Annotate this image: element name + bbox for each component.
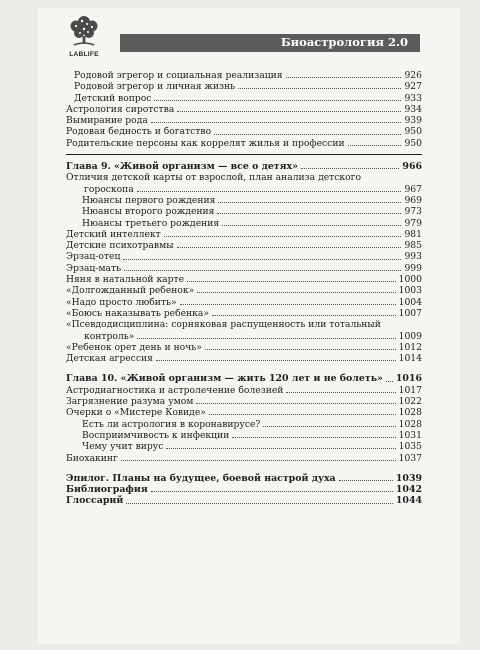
- dot-leader: [154, 100, 401, 101]
- dot-leader: [124, 270, 401, 271]
- dot-leader: [232, 437, 395, 438]
- dot-leader: [339, 480, 393, 481]
- running-header: [120, 34, 420, 52]
- toc-entry-title: Родовая бедность и богатство: [66, 126, 212, 138]
- toc-chapter-entry: [66, 495, 422, 506]
- toc-page-number: 979: [404, 217, 422, 229]
- toc-entry-title: Очерки о «Мистере Ковиде»: [66, 407, 206, 419]
- table-of-contents: [66, 70, 422, 507]
- toc-entry: [66, 251, 422, 262]
- toc-entry-title: гороскопа: [84, 183, 134, 195]
- toc-entry-title: Есть ли астрология в коронавирусе?: [82, 418, 261, 430]
- toc-page-number: 1014: [398, 353, 422, 365]
- toc-entry: [66, 263, 422, 274]
- toc-page-number: 966: [402, 161, 422, 173]
- dot-leader: [196, 403, 395, 404]
- logo-text: LABLIFE: [69, 51, 99, 58]
- toc-page-number: 950: [404, 137, 422, 149]
- dot-leader: [177, 111, 401, 112]
- tree-icon: [64, 10, 104, 50]
- dot-leader: [286, 392, 395, 393]
- dot-leader: [218, 202, 401, 203]
- dot-leader: [126, 503, 393, 504]
- toc-entry-title: Эрзац-отец: [66, 251, 121, 263]
- dot-leader: [386, 381, 393, 382]
- toc-entry: [66, 441, 422, 452]
- toc-page-number: 969: [404, 194, 422, 206]
- toc-entry-title: «Боюсь наказывать ребенка»: [66, 307, 210, 319]
- dot-leader: [301, 168, 399, 169]
- toc-entry-title: Восприимчивость к инфекции: [82, 429, 230, 441]
- toc-entry: [66, 206, 422, 217]
- toc-page-number: 1042: [395, 484, 422, 496]
- dot-leader: [209, 414, 396, 415]
- dot-leader: [151, 491, 393, 492]
- toc-page-number: 993: [404, 251, 422, 263]
- dot-leader: [156, 360, 396, 361]
- toc-entry: [66, 218, 422, 229]
- toc-chapter-entry: [66, 484, 422, 495]
- toc-entry-title: Биохакинг: [66, 452, 118, 464]
- toc-entry: [66, 138, 422, 149]
- dot-leader: [222, 225, 401, 226]
- dot-leader: [166, 448, 395, 449]
- toc-entry: [66, 396, 422, 407]
- toc-entry-title: Нюансы первого рождения: [82, 194, 216, 206]
- toc-entry: [66, 195, 422, 206]
- toc-entry: [66, 70, 422, 81]
- toc-entry-title: Нюансы второго рождения: [82, 206, 215, 218]
- toc-entry: [66, 308, 422, 319]
- publisher-logo: [64, 10, 104, 66]
- dot-leader: [121, 460, 396, 461]
- book-title: Биоастрология 2.0: [280, 35, 408, 49]
- dot-leader: [238, 88, 401, 89]
- toc-page-number: 1031: [398, 429, 422, 441]
- toc-entry-title: контроль»: [84, 330, 135, 342]
- dot-leader: [212, 315, 396, 316]
- toc-entry-title: Родовой эгрегор и социальная реализация: [74, 70, 283, 81]
- toc-entry: [66, 385, 422, 396]
- toc-entry-title: Детские психотравмы: [66, 240, 174, 252]
- dot-leader: [263, 426, 395, 427]
- toc-page-number: 1022: [398, 396, 422, 408]
- dot-leader: [123, 259, 401, 260]
- toc-page-number: 985: [404, 240, 422, 252]
- toc-entry-title: Глава 9. «Живой организм — все о детях»: [66, 161, 298, 173]
- dot-leader: [187, 281, 396, 282]
- toc-page-number: 1039: [395, 472, 422, 484]
- section-gap: [66, 464, 422, 473]
- dot-leader: [286, 77, 402, 78]
- toc-entry-title: Детский вопрос: [74, 92, 152, 104]
- toc-page-number: 1016: [395, 373, 422, 385]
- toc-entry: [66, 407, 422, 418]
- section-gap: [66, 364, 422, 373]
- dot-leader: [151, 122, 402, 123]
- toc-entry-title: Эпилог. Планы на будущее, боевой настрой духа: [66, 472, 336, 484]
- toc-entry-title: Детская агрессия: [66, 353, 153, 365]
- toc-entry-title: Астрология сиротства: [66, 103, 175, 115]
- toc-page-number: 981: [404, 228, 422, 240]
- toc-page-number: 1035: [398, 441, 422, 453]
- toc-entry-title: Библиография: [66, 484, 148, 496]
- toc-entry: [66, 104, 422, 115]
- dot-leader: [177, 247, 402, 248]
- toc-entry: [66, 331, 422, 342]
- section-divider: [66, 154, 422, 155]
- toc-entry: [66, 93, 422, 104]
- toc-entry: [66, 419, 422, 430]
- toc-entry-title: Чему учит вирус: [82, 441, 164, 453]
- toc-entry-title: Нюансы третьего рождения: [82, 217, 220, 229]
- dot-leader: [164, 236, 402, 237]
- toc-entry-title: Глоссарий: [66, 495, 124, 507]
- toc-page-number: 1017: [398, 384, 422, 396]
- toc-entry-title: Отличия детской карты от взрослой, план анализа детского: [66, 172, 362, 184]
- toc-entry: [66, 285, 422, 296]
- toc-page-number: 1004: [398, 296, 422, 308]
- toc-page-number: 939: [404, 115, 422, 127]
- toc-entry: [66, 240, 422, 251]
- toc-chapter-entry: [66, 473, 422, 484]
- toc-entry-title: «Псевдодисциплина: сорняковая распущенность или тотальный: [66, 319, 381, 331]
- toc-entry-title: Загрязнение разума умом: [66, 396, 194, 408]
- toc-entry-title: «Ребенок орет день и ночь»: [66, 341, 202, 353]
- toc-entry-title: Вымирание рода: [66, 115, 148, 127]
- dot-leader: [180, 304, 396, 305]
- dot-leader: [348, 145, 402, 146]
- toc-entry: [66, 453, 422, 464]
- toc-entry: [66, 184, 422, 195]
- toc-entry-title: Астродиагностика и астролечение болезней: [66, 384, 284, 396]
- toc-entry: [66, 430, 422, 441]
- toc-page-number: 973: [404, 206, 422, 218]
- toc-page-number: 1028: [398, 418, 422, 430]
- toc-page-number: 1003: [398, 285, 422, 297]
- toc-page-number: 967: [404, 183, 422, 195]
- toc-page-number: 1037: [398, 452, 422, 464]
- toc-entry: [66, 353, 422, 364]
- toc-entry-title: Няня в натальной карте: [66, 274, 185, 286]
- toc-entry-title: «Надо просто любить»: [66, 296, 177, 308]
- toc-page-number: 1012: [398, 341, 422, 353]
- toc-page-number: 933: [404, 92, 422, 104]
- toc-page-number: 1044: [395, 495, 422, 507]
- toc-entry: [66, 342, 422, 353]
- toc-entry: [66, 126, 422, 137]
- toc-page-number: 1009: [398, 330, 422, 342]
- toc-entry-title: Родительские персоны как коррелят жилья и профессии: [66, 137, 345, 149]
- toc-entry-title: «Долгожданный ребенок»: [66, 285, 195, 297]
- toc-entry-title: Эрзац-мать: [66, 262, 122, 274]
- toc-entry: [66, 319, 422, 330]
- toc-page-number: 950: [404, 126, 422, 138]
- toc-entry-title: Детский интеллект: [66, 228, 161, 240]
- dot-leader: [197, 292, 395, 293]
- toc-entry: [66, 297, 422, 308]
- toc-entry: [66, 115, 422, 126]
- toc-page-number: 1028: [398, 407, 422, 419]
- toc-page-number: 1007: [398, 307, 422, 319]
- toc-page-number: 926: [404, 70, 422, 81]
- dot-leader: [137, 191, 402, 192]
- toc-entry-title: Глава 10. «Живой организм — жить 120 лет и не болеть»: [66, 373, 383, 385]
- toc-entry: [66, 81, 422, 92]
- toc-chapter-entry: [66, 161, 422, 172]
- toc-page-number: 1000: [398, 274, 422, 286]
- toc-entry: [66, 274, 422, 285]
- toc-page-number: 934: [404, 103, 422, 115]
- toc-page-number: 927: [404, 81, 422, 93]
- toc-chapter-entry: [66, 373, 422, 384]
- toc-page-number: 999: [404, 262, 422, 274]
- dot-leader: [137, 338, 395, 339]
- toc-entry: [66, 172, 422, 183]
- toc-entry-title: Родовой эгрегор и личная жизнь: [74, 81, 236, 93]
- dot-leader: [217, 213, 401, 214]
- dot-leader: [205, 349, 396, 350]
- dot-leader: [214, 134, 401, 135]
- toc-entry: [66, 229, 422, 240]
